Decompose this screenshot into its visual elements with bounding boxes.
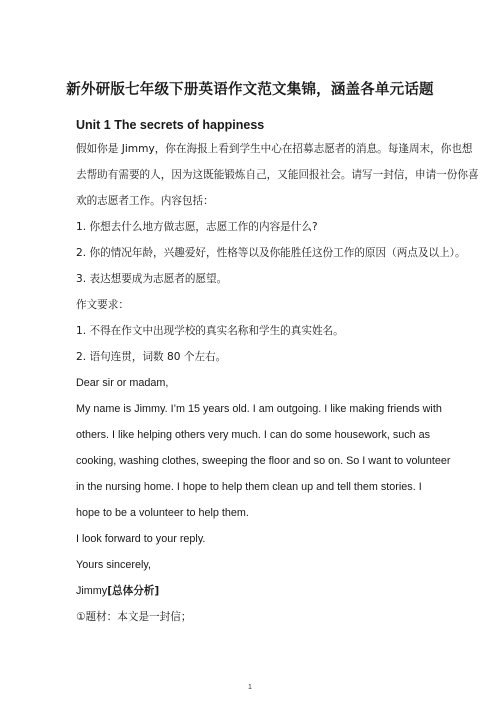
analysis-label: [总体分析] (107, 585, 160, 597)
content-item-1: 1. 你想去什么地方做志愿，志愿工作的内容是什么? (76, 221, 318, 233)
signature-line (76, 584, 159, 598)
requirement-1: 1. 不得在作文中出现学校的真实名称和学生的真实姓名。 (76, 325, 344, 337)
letter-body-line-5: hope to be a volunteer to help them. (76, 507, 249, 519)
prompt-line-1: 假如你是 Jimmy，你在海报上看到学生中心在招募志愿者的消息。每逢周末，你也想 (76, 143, 473, 155)
analysis-item-1: ①题材：本文是一封信； (76, 611, 192, 623)
requirement-2: 2. 语句连贯，词数 80 个左右。 (76, 351, 227, 363)
requirements-label: 作文要求： (76, 299, 129, 311)
letter-body-line-2: others. I like helping others very much. I can do some housework, such as (76, 429, 431, 441)
unit-heading: Unit 1 The secrets of happiness (76, 118, 265, 132)
content-item-2: 2. 你的情况年龄，兴趣爱好，性格等以及你能胜任这份工作的原因（两点及以上）。 (76, 247, 466, 259)
signature: Jimmy (76, 585, 108, 597)
letter-body-line-3: cooking, washing clothes, sweeping the floor and so on. So I want to volunteer (76, 455, 451, 467)
letter-signoff: Yours sincerely, (76, 559, 152, 571)
document-title: 新外研版七年级下册英语作文范文集锦，涵盖各单元话题 (66, 82, 434, 98)
letter-salutation: Dear sir or madam, (76, 377, 169, 389)
letter-body-line-4: in the nursing home. I hope to help them clean up and tell them stories. I (76, 481, 422, 493)
page-number: 1 (248, 684, 252, 691)
letter-body-line-1: My name is Jimmy. I’m 15 years old. I am outgoing. I like making friends with (76, 403, 442, 415)
content-item-3: 3. 表达想要成为志愿者的愿望。 (76, 273, 228, 285)
letter-closing-line: I look forward to your reply. (76, 533, 206, 545)
prompt-line-2: 去帮助有需要的人，因为这既能锻炼自己，又能回报社会。请写一封信，申请一份你喜 (76, 169, 479, 181)
prompt-line-3: 欢的志愿者工作。内容包括： (76, 195, 214, 207)
